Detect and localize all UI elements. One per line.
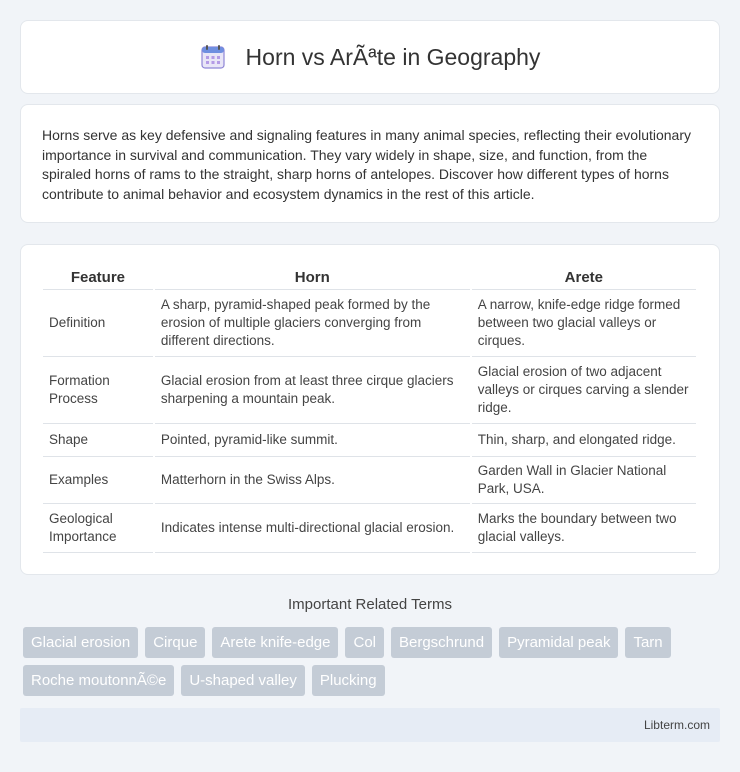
tag[interactable]: Plucking — [312, 665, 385, 696]
table-cell: Formation Process — [43, 357, 153, 424]
table-header: Horn — [155, 267, 470, 290]
tag[interactable]: U-shaped valley — [181, 665, 305, 696]
tag[interactable]: Bergschrund — [391, 627, 492, 658]
title-card — [20, 20, 720, 94]
comparison-table — [41, 267, 698, 553]
footer-site-link[interactable]: Libterm.com — [643, 718, 710, 732]
tag[interactable]: Tarn — [625, 627, 670, 658]
tag[interactable]: Glacial erosion — [23, 627, 138, 658]
tag[interactable]: Roche moutonnÃ©e — [23, 665, 174, 696]
table-cell: Glacial erosion of two adjacent valleys or cirques carving a slender ridge. — [472, 357, 696, 424]
related-terms-tags — [23, 627, 713, 696]
footer — [20, 708, 720, 742]
table-cell: Examples — [43, 457, 153, 504]
table-row — [43, 357, 696, 424]
tag[interactable]: Arete knife-edge — [212, 627, 338, 658]
table-cell: Garden Wall in Glacier National Park, USA. — [472, 457, 696, 504]
table-cell: Shape — [43, 424, 153, 457]
table-cell: Definition — [43, 290, 153, 357]
table-header: Feature — [43, 267, 153, 290]
table-cell: Glacial erosion from at least three cirque glaciers sharpening a mountain peak. — [155, 357, 470, 424]
table-cell: A sharp, pyramid-shaped peak formed by the erosion of multiple glaciers converging from different directions. — [155, 290, 470, 357]
related-terms-title: Important Related Terms — [288, 596, 452, 613]
table-cell: Pointed, pyramid-like summit. — [155, 424, 470, 457]
table-row — [43, 424, 696, 457]
comparison-table-card — [20, 244, 720, 575]
table-cell: Marks the boundary between two glacial valleys. — [472, 504, 696, 553]
table-row — [43, 457, 696, 504]
table-cell: Indicates intense multi-directional glacial erosion. — [155, 504, 470, 553]
page-title: Horn vs ArÃªte in Geography — [245, 43, 541, 70]
calendar-icon — [200, 44, 226, 70]
tag[interactable]: Col — [345, 627, 384, 658]
intro-card — [20, 104, 720, 223]
table-row — [43, 290, 696, 357]
table-header: Arete — [472, 267, 696, 290]
table-header-row — [43, 267, 696, 290]
table-cell: A narrow, knife-edge ridge formed between two glacial valleys or cirques. — [472, 290, 696, 357]
tag[interactable]: Pyramidal peak — [499, 627, 618, 658]
table-cell: Geological Importance — [43, 504, 153, 553]
table-cell: Thin, sharp, and elongated ridge. — [472, 424, 696, 457]
table-cell: Matterhorn in the Swiss Alps. — [155, 457, 470, 504]
tag[interactable]: Cirque — [145, 627, 205, 658]
intro-text: Horns serve as key defensive and signaling features in many animal species, reflecting their evolutionary importance in survival and communication. They vary widely in shape, size, and function, from the spiraled horns of rams to the straight, sharp horns of antelopes. Discover how different types of horns contribute to animal behavior and ecosystem dynamics in the rest of this article. — [42, 127, 692, 202]
table-row — [43, 504, 696, 553]
